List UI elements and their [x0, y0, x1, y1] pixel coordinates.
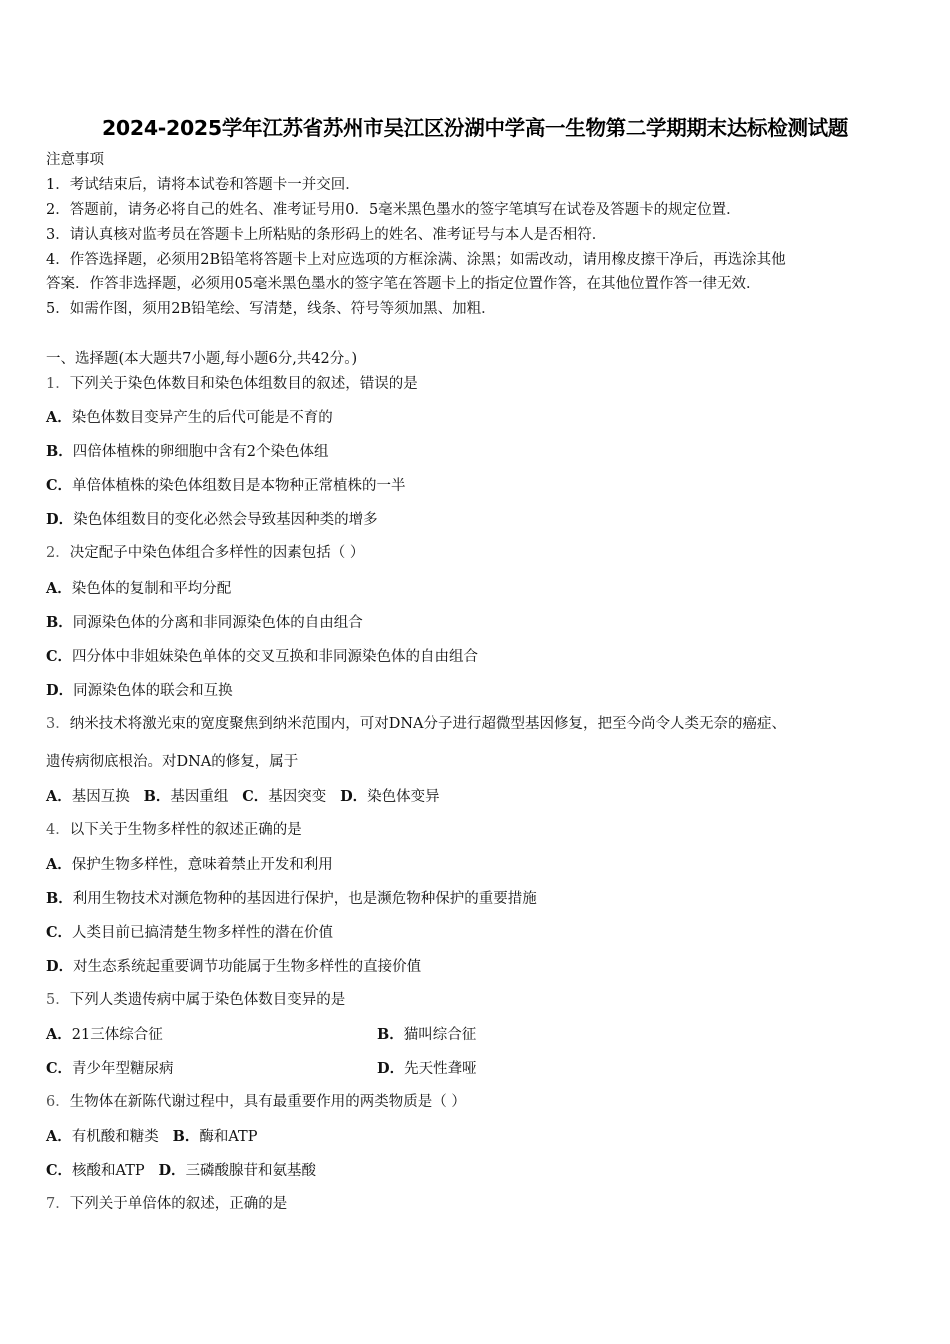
- question-1: [46, 376, 418, 393]
- q1-option-a: [46, 409, 333, 427]
- option-text: 单倍体植株的染色体组数目是本物种正常植株的一半: [72, 478, 406, 494]
- q2-option-d: [46, 682, 233, 700]
- option-label: C．: [46, 648, 73, 665]
- option-text: 对生态系统起重要调节功能属于生物多样性的直接价值: [73, 959, 422, 975]
- option-label: A．: [46, 856, 72, 873]
- option-label: C．: [46, 1162, 73, 1179]
- question-4: [46, 822, 302, 839]
- option-text: 有机酸和糖类: [71, 1129, 159, 1145]
- q5-option-a: [46, 1026, 163, 1044]
- question-stem: 下列关于单倍体的叙述，正确的是: [69, 1196, 288, 1212]
- option-label: C．: [46, 477, 73, 494]
- notice-item: 5．如需作图，须用2B铅笔绘、写清楚，线条、符号等须加黑、加粗．: [46, 301, 496, 317]
- q4-option-c: [46, 924, 333, 942]
- option-label: D．: [46, 958, 74, 975]
- option-label: B．: [143, 788, 171, 805]
- option-label: D．: [377, 1060, 405, 1077]
- question-number: 2．: [46, 545, 70, 561]
- option-label: A．: [46, 580, 72, 597]
- option-text: 保护生物多样性，意味着禁止开发和利用: [71, 857, 333, 873]
- question-5: [46, 992, 345, 1009]
- option-label: C．: [46, 924, 73, 941]
- question-stem: 下列关于染色体数目和染色体组数目的叙述，错误的是: [69, 376, 418, 392]
- q2-option-a: [46, 580, 231, 598]
- question-3: [46, 716, 786, 733]
- option-text: 人类目前已搞清楚生物多样性的潜在价值: [72, 925, 334, 941]
- q2-option-b: [46, 614, 363, 632]
- option-label: A．: [46, 409, 72, 426]
- question-stem: 下列人类遗传病中属于染色体数目变异的是: [69, 992, 346, 1008]
- question-number: 3．: [46, 716, 70, 732]
- option-label: C．: [242, 788, 269, 805]
- option-label: B．: [172, 1128, 200, 1145]
- notice-heading: 注意事项: [46, 152, 104, 168]
- question-number: 6．: [46, 1094, 70, 1110]
- option-label: D．: [46, 511, 74, 528]
- option-text: 染色体数目变异产生的后代可能是不育的: [71, 410, 333, 426]
- question-stem: 以下关于生物多样性的叙述正确的是: [69, 822, 302, 838]
- option-label: D．: [340, 788, 368, 805]
- option-text: 青少年型糖尿病: [72, 1061, 174, 1077]
- option-text: 基因重组: [170, 789, 229, 805]
- q4-option-b: [46, 890, 537, 908]
- option-text: 21三体综合征: [71, 1027, 163, 1043]
- q4-option-d: [46, 958, 421, 976]
- q6-options-ab: [46, 1128, 257, 1146]
- option-text: 核酸和ATP: [72, 1163, 145, 1179]
- q6-options-cd: [46, 1162, 316, 1180]
- question-number: 5．: [46, 992, 70, 1008]
- option-label: B．: [46, 443, 73, 460]
- option-text: 基因互换: [71, 789, 130, 805]
- question-number: 4．: [46, 822, 70, 838]
- question-stem: 纳米技术将激光束的宽度聚焦到纳米范围内，可对DNA分子进行超微型基因修复，把至今尚令人类无奈的癌症、: [69, 716, 787, 732]
- q2-option-c: [46, 648, 478, 666]
- option-text: 染色体组数目的变化必然会导致基因种类的增多: [73, 512, 378, 528]
- option-label: B．: [377, 1026, 404, 1043]
- option-label: D．: [46, 682, 74, 699]
- notice-item: 3．请认真核对监考员在答题卡上所粘贴的条形码上的姓名、准考证号与本人是否相符．: [46, 227, 607, 243]
- question-number: 7．: [46, 1196, 70, 1212]
- option-text: 猫叫综合征: [403, 1027, 477, 1043]
- option-label: D．: [158, 1162, 186, 1179]
- question-number: 1．: [46, 376, 70, 392]
- option-text: 三磷酸腺苷和氨基酸: [185, 1163, 317, 1179]
- notice-item: 4．作答选择题，必须用2B铅笔将答题卡上对应选项的方框涂满、涂黑；如需改动，请用橡皮擦干净后，再选涂其他: [46, 252, 786, 268]
- notice-item: 答案．作答非选择题，必须用05毫米黑色墨水的签字笔在答题卡上的指定位置作答，在其他位置作答一律无效．: [46, 276, 761, 292]
- option-text: 同源染色体的联会和互换: [73, 683, 233, 699]
- q4-option-a: [46, 856, 333, 874]
- option-label: A．: [46, 1128, 72, 1145]
- option-label: B．: [46, 890, 73, 907]
- option-label: C．: [46, 1060, 73, 1077]
- exam-title: 2024-2025学年江苏省苏州市吴江区汾湖中学高一生物第二学期期末达标检测试题: [101, 116, 849, 140]
- q3-options: [46, 788, 440, 806]
- option-text: 同源染色体的分离和非同源染色体的自由组合: [72, 615, 363, 631]
- notice-item: 2．答题前，请务必将自己的姓名、准考证号用0．5毫米黑色墨水的签字笔填写在试卷及答题卡的规定位置．: [46, 202, 741, 218]
- option-text: 染色体变异: [367, 789, 440, 805]
- q5-option-c: [46, 1060, 174, 1078]
- option-text: 四分体中非姐妹染色单体的交叉互换和非同源染色体的自由组合: [72, 649, 479, 665]
- question-7: [46, 1196, 287, 1213]
- notice-item: 1．考试结束后，请将本试卷和答题卡一并交回．: [46, 177, 360, 193]
- q1-option-c: [46, 477, 406, 495]
- q1-option-d: [46, 511, 378, 529]
- question-3-continued: 遗传病彻底根治。对DNA的修复，属于: [46, 754, 299, 770]
- question-6: [46, 1094, 466, 1111]
- q5-option-b: [377, 1026, 476, 1044]
- q1-option-b: [46, 443, 329, 461]
- option-text: 利用生物技术对濒危物种的基因进行保护，也是濒危物种保护的重要措施: [72, 891, 537, 907]
- section-title: 一、选择题(本大题共7小题,每小题6分,共42分。): [46, 351, 358, 367]
- option-label: A．: [46, 788, 72, 805]
- question-stem: 生物体在新陈代谢过程中，具有最重要作用的两类物质是（ ）: [69, 1094, 466, 1110]
- q5-option-d: [377, 1060, 477, 1078]
- question-stem: 决定配子中染色体组合多样性的因素包括（ ）: [69, 545, 365, 561]
- option-label: A．: [46, 1026, 72, 1043]
- option-text: 四倍体植株的卵细胞中含有2个染色体组: [72, 444, 329, 460]
- option-text: 酶和ATP: [199, 1129, 258, 1145]
- option-label: B．: [46, 614, 73, 631]
- option-text: 先天性聋哑: [404, 1061, 477, 1077]
- question-2: [46, 545, 364, 562]
- option-text: 基因突变: [268, 789, 327, 805]
- option-text: 染色体的复制和平均分配: [71, 581, 232, 597]
